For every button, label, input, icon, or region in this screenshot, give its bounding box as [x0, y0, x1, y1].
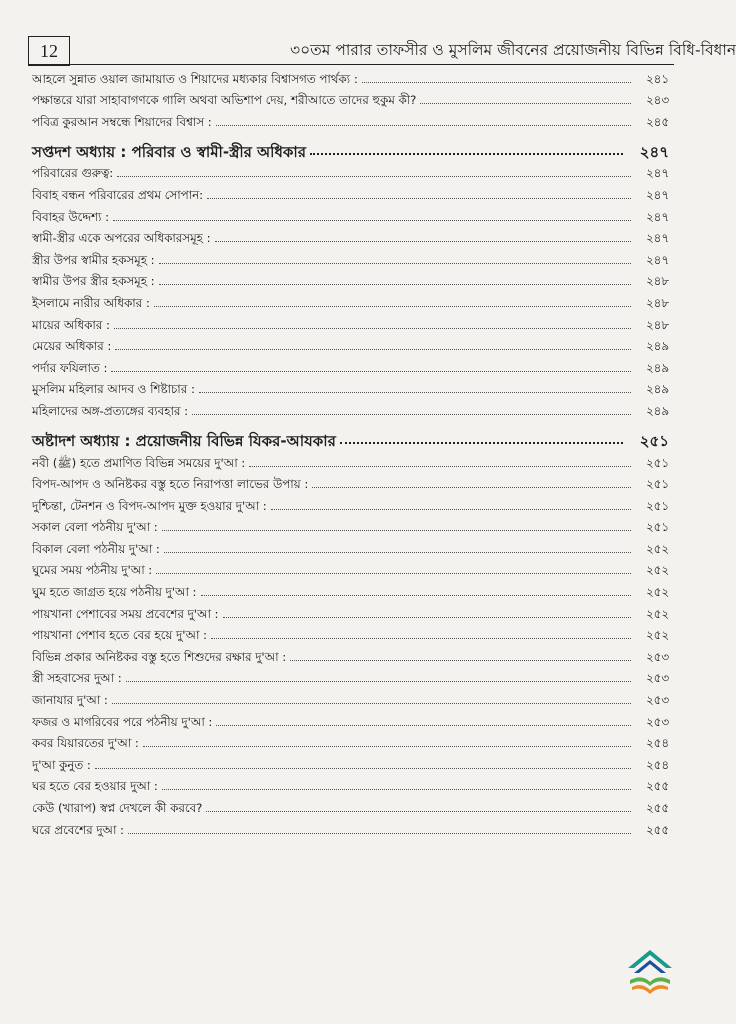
running-title: ৩০তম পারার তাফসীর ও মুসলিম জীবনের প্রয়োজনীয় বিভিন্ন বিধি-বিধান [290, 41, 736, 59]
toc-entry [32, 579, 669, 601]
toc-entry [32, 450, 669, 472]
toc-entry [32, 66, 669, 88]
dot-leader [117, 176, 631, 177]
toc-entry [32, 269, 669, 291]
toc-entry-page: ২৪৮ [646, 274, 669, 289]
dot-leader [112, 703, 631, 704]
toc-entry-page: ২৪৭ [646, 252, 669, 267]
dot-leader [216, 125, 631, 126]
toc-entry-title: কেউ (খারাপ) স্বপ্ন দেখলে কী করবে? [32, 801, 203, 815]
toc-entry-page: ২৫১ [646, 455, 669, 470]
toc-entry [32, 290, 669, 312]
toc-entry-title: ফজর ও মাগরিবের পরে পঠনীয় দু'আ : [32, 714, 213, 729]
toc-entry-title: স্বামীর উপর স্ত্রীর হকসমূহ : [32, 274, 155, 289]
toc-entry-page: ২৫১ [646, 520, 669, 535]
dot-leader [312, 487, 631, 488]
toc-entry-title: পক্ষান্তরে যারা সাহাবাগণকে গালি অথবা অভিশাপ দেয়, শরীআতে তাদের হুকুম কী? [32, 93, 417, 108]
dot-leader [156, 573, 631, 574]
toc-entry [32, 88, 669, 110]
toc-entry [32, 687, 669, 709]
toc-entry [32, 795, 669, 817]
publisher-logo-icon [622, 946, 678, 1002]
toc-entry-title: দুশ্চিন্তা, টেনশন ও বিপদ-আপদ মুক্ত হওয়ার দু'আ : [32, 498, 267, 513]
toc-entry [32, 247, 669, 269]
toc-entry-title: মায়ের অধিকার : [32, 317, 110, 332]
toc-entry-title: বিকাল বেলা পঠনীয় দু'আ : [32, 541, 160, 556]
toc-entry-title: জানাযার দু'আ : [32, 693, 108, 708]
dot-leader [128, 833, 631, 834]
toc-entry [32, 515, 669, 537]
toc-entry-title: পায়খানা পেশাব হতে বের হয়ে দু'আ : [32, 628, 207, 643]
dot-leader [206, 811, 631, 812]
toc-entry-title: স্ত্রীর উপর স্বামীর হকসমূহ : [32, 252, 155, 267]
toc-entry [32, 377, 669, 399]
dot-leader [420, 103, 631, 104]
dot-leader [216, 725, 631, 726]
toc-entry-page: ২৪৯ [646, 403, 669, 418]
toc-entry [32, 709, 669, 731]
toc-entry [32, 472, 669, 494]
toc-entry-title: দু'আ কুনুত : [32, 757, 91, 772]
toc-entry-title: স্ত্রী সহবাসের দুআ : [32, 671, 122, 686]
toc-entry-title: কবর যিয়ারতের দু'আ : [32, 736, 139, 751]
toc-entry [32, 536, 669, 558]
toc-entry [32, 774, 669, 796]
dot-leader [192, 414, 631, 415]
toc-entry-page: ২৫৪ [646, 736, 669, 751]
toc-entry-page: ২৪৭ [646, 209, 669, 224]
toc-entry-page: ২৪৯ [646, 360, 669, 375]
dot-leader [162, 530, 631, 531]
dot-leader [115, 349, 631, 350]
toc-entry-title: ঘরে প্রবেশের দুআ : [32, 822, 125, 837]
page-number: 12 [28, 36, 70, 66]
toc-entry [32, 355, 669, 377]
toc-entry [32, 644, 669, 666]
toc-entry-title: বিবাহ বন্ধন পরিবারের প্রথম সোপান: [32, 187, 204, 202]
toc-entry-title: বিবাহর উদ্দেশ্য : [32, 209, 110, 224]
toc-entry-page: ২৪৫ [646, 114, 669, 129]
toc-entry [32, 817, 669, 839]
toc-entry-page: ২৪১ [646, 71, 669, 86]
dot-leader [211, 638, 631, 639]
toc-entry-page: ২৫২ [646, 563, 669, 578]
toc-entry-page: ২৫৫ [646, 822, 669, 837]
toc-entry-page: ২৫৫ [646, 801, 669, 815]
toc-entry-page: ২৪৩ [646, 93, 669, 108]
toc-entry-page: ২৫১ [646, 498, 669, 513]
toc-entry-title: ঘুমের সময় পঠনীয় দু'আ : [32, 563, 153, 578]
toc-entry-title: বিপদ-আপদ ও অনিষ্টকর বস্তু হতে নিরাপত্তা লাভের উপায় : [32, 477, 309, 492]
toc-entry [32, 312, 669, 334]
toc-entry [32, 666, 669, 688]
toc-entry [32, 161, 669, 183]
dot-leader [362, 82, 631, 83]
toc-entry-page: ২৫২ [646, 541, 669, 556]
toc-entry [32, 601, 669, 623]
toc-entry-title: পরিবারের গুরুত্ব: [32, 166, 114, 181]
toc-chapter-heading [32, 420, 669, 450]
table-of-contents [32, 66, 669, 839]
toc-chapter-heading [32, 131, 669, 161]
toc-entry [32, 182, 669, 204]
dot-leader [154, 306, 631, 307]
toc-entry-page: ২৪৯ [646, 339, 669, 354]
dot-leader [111, 371, 631, 372]
toc-entry-title: আহলে সুন্নাত ওয়াল জামায়াত ও শিয়াদের মধ্যকার বিশ্বাসগত পার্থক্য : [32, 71, 358, 86]
toc-entry [32, 623, 669, 645]
dot-leader [126, 681, 631, 682]
dot-leader [215, 241, 631, 242]
header-divider [28, 64, 674, 65]
dot-leader [340, 442, 623, 444]
dot-leader [162, 789, 631, 790]
toc-entry-title: স্বামী-স্ত্রীর একে অপরের অধিকারসমূহ : [32, 231, 211, 246]
toc-entry-page: ২৫২ [646, 585, 669, 600]
dot-leader [207, 198, 631, 199]
toc-entry-page: ২৫৪ [646, 757, 669, 772]
toc-entry-title: ঘুম হতে জাগ্রত হয়ে পঠনীয় দু'আ : [32, 585, 197, 600]
dot-leader [143, 746, 631, 747]
toc-entry-title: সপ্তদশ অধ্যায় : পরিবার ও স্বামী-স্ত্রীর অধিকার [32, 142, 306, 161]
toc-entry [32, 334, 669, 356]
toc-entry-title: মহিলাদের অঙ্গ-প্রত্যঙ্গের ব্যবহার : [32, 403, 189, 418]
toc-entry-page: ২৫২ [646, 628, 669, 643]
toc-entry-title: পায়খানা পেশাবের সময় প্রবেশের দু'আ : [32, 606, 219, 621]
toc-entry-page: ২৫৫ [646, 779, 669, 794]
dot-leader [95, 768, 631, 769]
dot-leader [223, 617, 631, 618]
toc-entry-page: ২৫৩ [646, 671, 669, 686]
toc-entry-page: ২৫১ [639, 431, 669, 450]
toc-entry-page: ২৪৮ [646, 317, 669, 332]
dot-leader [310, 153, 623, 155]
dot-leader [199, 392, 631, 393]
dot-leader [113, 220, 631, 221]
toc-entry [32, 109, 669, 131]
dot-leader [290, 660, 631, 661]
toc-entry-page: ২৫৩ [646, 649, 669, 664]
toc-entry-title: পর্দার ফযিলাত : [32, 360, 108, 375]
toc-entry [32, 731, 669, 753]
toc-entry-page: ২৪৭ [646, 166, 669, 181]
toc-entry-page: ২৫৩ [646, 693, 669, 708]
toc-entry-page: ২৪৮ [646, 295, 669, 310]
toc-entry [32, 493, 669, 515]
dot-leader [249, 466, 631, 467]
toc-entry [32, 226, 669, 248]
toc-entry [32, 398, 669, 420]
toc-entry-page: ২৫২ [646, 606, 669, 621]
toc-entry [32, 204, 669, 226]
toc-entry-page: ২৪৭ [646, 231, 669, 246]
toc-entry-title: মেয়ের অধিকার : [32, 339, 112, 354]
toc-entry [32, 752, 669, 774]
toc-entry-page: ২৪৭ [646, 187, 669, 202]
toc-entry-page: ২৪৯ [646, 382, 669, 397]
toc-entry-page: ২৪৭ [639, 142, 669, 161]
toc-entry-title: ইসলামে নারীর অধিকার : [32, 295, 150, 310]
dot-leader [159, 284, 631, 285]
toc-entry-title: সকাল বেলা পঠনীয় দু'আ : [32, 520, 158, 535]
toc-entry-title: নবী (ﷺ) হতে প্রমাণিত বিভিন্ন সময়ের দু'আ : [32, 455, 246, 470]
dot-leader [159, 263, 631, 264]
toc-entry-title: পবিত্র কুরআন সম্বন্ধে শিয়াদের বিশ্বাস : [32, 114, 212, 129]
toc-entry-title: বিভিন্ন প্রকার অনিষ্টকর বস্তু হতে শিশুদের রক্ষার দু'আ : [32, 649, 287, 664]
dot-leader [201, 595, 631, 596]
toc-entry-page: ২৫৩ [646, 714, 669, 729]
dot-leader [114, 328, 631, 329]
toc-entry-page: ২৫১ [646, 477, 669, 492]
toc-entry-title: অষ্টাদশ অধ্যায় : প্রয়োজনীয় বিভিন্ন যিকর-আযকার [32, 431, 336, 450]
toc-entry-title: মুসলিম মহিলার আদব ও শিষ্টাচার : [32, 382, 195, 397]
dot-leader [164, 552, 631, 553]
toc-entry-title: ঘর হতে বের হওয়ার দুআ : [32, 779, 158, 794]
dot-leader [271, 509, 631, 510]
toc-entry [32, 558, 669, 580]
